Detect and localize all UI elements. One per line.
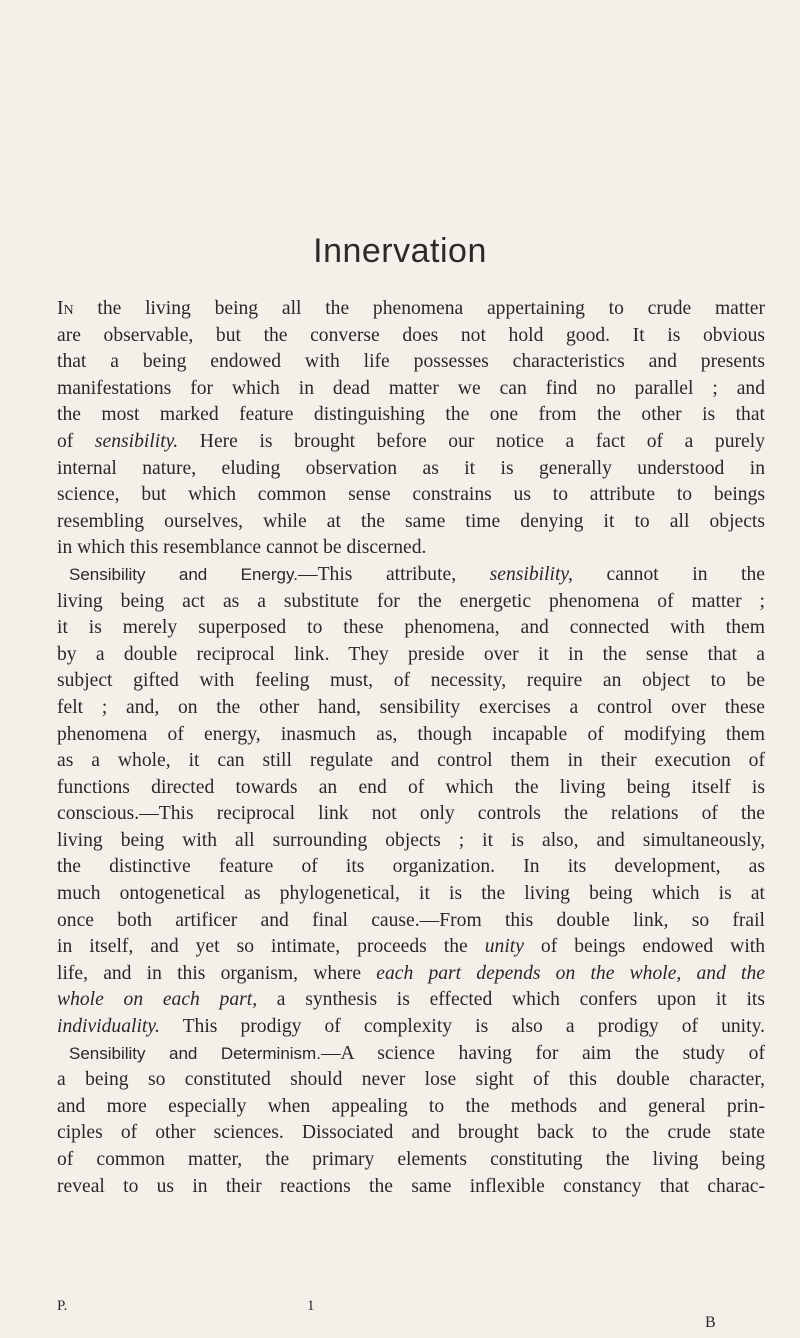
text-line: manifestations for which in dead matter we can find no parallel ; and — [57, 377, 765, 399]
signature-mark: B — [705, 1314, 716, 1331]
chapter-title: Innervation — [313, 232, 487, 270]
text-line — [57, 1014, 765, 1041]
text-line — [57, 934, 765, 961]
text-line: and more especially when appealing to the methods and general prin- — [57, 1095, 765, 1117]
emphasis: individuality. — [57, 1016, 160, 1038]
line-text: of — [57, 430, 95, 452]
line-text: cannot in the — [572, 563, 765, 585]
section-sidehead: Sensibility and Determinism. — [69, 1043, 321, 1063]
text-line: of common matter, the primary elements constituting the living being — [57, 1149, 765, 1170]
text-line — [57, 296, 765, 323]
line-text: —This attribute, — [297, 563, 490, 585]
line-text: Here is brought before our notice a fact of a purely — [178, 430, 765, 452]
text-line: conscious.—This reciprocal link not only controls the relations of the — [57, 803, 765, 825]
emphasis: each part depends on the whole, and the — [376, 962, 765, 984]
emphasis: whole on each part, — [57, 989, 258, 1011]
line-text: This prodigy of complexity is also a prodigy of unity. — [159, 1016, 765, 1038]
text-line — [57, 987, 765, 1014]
emphasis: unity — [484, 936, 524, 958]
text-line: internal nature, eluding observation as it is generally understood in — [57, 457, 765, 479]
line-text: life, and in this organism, where — [57, 962, 377, 984]
text-line: living being act as a substitute for the energetic phenomena of matter ; — [57, 590, 765, 612]
text-line — [57, 429, 765, 456]
text-line: felt ; and, on the other hand, sensibility exercises a control over these — [57, 696, 765, 718]
signature-left: P. — [57, 1298, 68, 1314]
text-line: it is merely superposed to these phenomena, and connected with them — [57, 617, 765, 639]
text-line: ciples of other sciences. Dissociated and brought back to the crude state — [57, 1122, 765, 1144]
text-line: that a being endowed with life possesses characteristics and presents — [57, 351, 765, 373]
text-line: the distinctive feature of its organization. In its development, as — [57, 856, 765, 878]
line-text: a synthesis is effected which confers upon it its — [257, 989, 765, 1011]
text-line: subject gifted with feeling must, of necessity, require an object to be — [57, 670, 765, 692]
text-line: science, but which common sense constrains us to attribute to beings — [57, 484, 765, 506]
text-line: a being so constituted should never lose sight of this double character, — [57, 1069, 765, 1091]
text-line: as a whole, it can still regulate and control them in their execution of — [57, 750, 765, 772]
line-text: —A science having for aim the study of — [320, 1042, 765, 1064]
text-line — [57, 1041, 765, 1068]
line-text: of beings endowed with — [523, 936, 766, 958]
text-line — [57, 562, 765, 589]
line-text: in itself, and yet so intimate, proceeds the — [57, 936, 485, 958]
emphasis: sensibility. — [94, 430, 179, 452]
signature-number: 1 — [307, 1298, 315, 1314]
text-line: much ontogenetical as phylogenetical, it is the living being which is at — [57, 883, 765, 905]
text-line: phenomena of energy, inasmuch as, though incapable of modifying them — [57, 723, 765, 745]
drop-word: In — [57, 298, 74, 319]
text-line: reveal to us in their reactions the same inflexible constancy that charac- — [57, 1175, 765, 1197]
text-line: resembling ourselves, while at the same time denying it to all objects — [57, 510, 765, 532]
text-line: the most marked feature distinguishing the one from the other is that — [57, 404, 765, 426]
text-line: living being with all surrounding objects ; it is also, and simultaneously, — [57, 829, 765, 851]
text-line — [57, 961, 765, 988]
line-text: the living being all the phenomena appertaining to crude matter — [73, 298, 765, 319]
text-line: functions directed towards an end of which the living being itself is — [57, 776, 765, 798]
text-line: in which this resemblance cannot be discerned. — [57, 537, 427, 559]
body-text — [57, 296, 765, 1200]
text-line: once both artificer and final cause.—From this double link, so frail — [57, 909, 765, 931]
page-footer — [57, 1298, 765, 1338]
text-line: are observable, but the converse does not hold good. It is obvious — [57, 324, 765, 346]
text-line: by a double reciprocal link. They preside over it in the sense that a — [57, 643, 765, 665]
section-sidehead: Sensibility and Energy. — [69, 564, 298, 584]
emphasis: sensibility, — [489, 563, 573, 585]
